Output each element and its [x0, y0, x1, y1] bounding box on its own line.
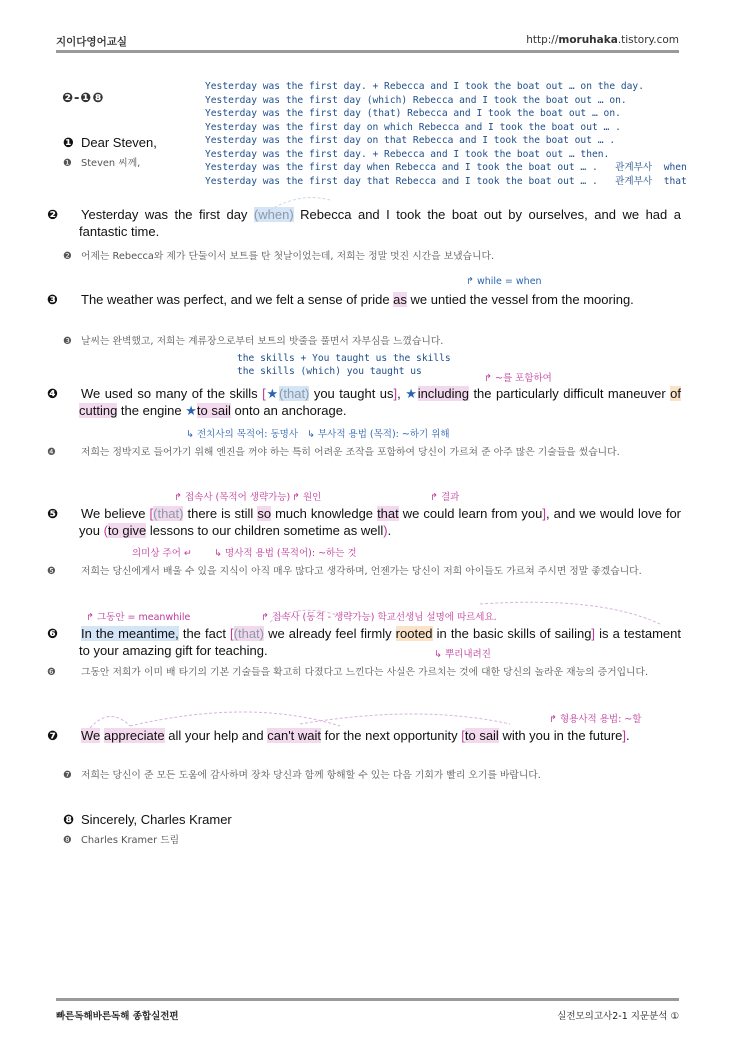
phrase-cant-wait: can't wait: [267, 728, 322, 743]
note-line: Yesterday was the first day. + Rebecca and I took the boat out … then.: [205, 148, 610, 160]
annotation-text: 원인: [302, 492, 322, 503]
sentence-text: Dear Steven,: [81, 135, 157, 150]
star-icon: ★: [265, 386, 280, 401]
url-bold: moruhaka: [558, 34, 618, 46]
word-including: including: [417, 386, 470, 401]
text: the fact: [178, 626, 231, 641]
sentence-number: ❽: [63, 812, 75, 827]
text: ,: [397, 386, 406, 401]
text: , and we would love for you: [79, 506, 682, 538]
star-icon: ★: [185, 403, 197, 418]
annotation-text: ~를 포함하여: [494, 373, 552, 384]
bracket: (: [103, 523, 108, 538]
annotation-text: 전치사의 목적어: 동명사: [196, 429, 298, 440]
sentence-6-en: [47, 625, 681, 659]
annotation-appositive: ↱ 접속사 (동격 - 생략가능) 학교선생님 설명에 따르세요.: [261, 612, 497, 623]
text: onto an anchorage.: [230, 403, 347, 418]
text: The weather was perfect, and we felt a sense of pride: [81, 292, 394, 307]
word-cutting: cutting: [79, 403, 118, 418]
text: We believe: [81, 506, 150, 521]
word-so: so: [257, 506, 272, 521]
sentence-number: ❺: [47, 566, 56, 577]
arrow-path: [270, 198, 330, 210]
text: Yesterday was the first day: [81, 207, 254, 222]
bracket: [: [149, 506, 154, 521]
note-line: Yesterday was the first day. + Rebecca and I took the boat out … on the day.: [205, 81, 644, 92]
text: much knowledge: [271, 506, 378, 521]
omitted-that: (that): [279, 386, 310, 401]
text: lessons to our children sometime as well: [146, 523, 384, 538]
translation-text: 어제는 Rebecca와 제가 단둘이서 보트를 탄 첫날이었는데, 저희는 정말 멋진 시간을 보냈습니다.: [81, 251, 495, 262]
text: we untied the vessel from the mooring.: [406, 292, 634, 307]
omitted-when: (when): [253, 207, 294, 222]
text: .: [387, 523, 392, 538]
note-tag: 관계부사 that: [615, 175, 687, 187]
bracket: [: [230, 626, 234, 641]
arrow-path: [300, 714, 510, 724]
translation-text: Charles Kramer 드림: [81, 835, 180, 846]
word-of: of: [670, 386, 681, 401]
sentence-number: ❻: [47, 667, 56, 678]
text: the particularly difficult maneuver: [469, 386, 671, 401]
annotation-meanwhile: ↱ 그동안 = meanwhile: [86, 612, 191, 623]
sentence-text: Sincerely, Charles Kramer: [81, 812, 232, 827]
translation-text: 저희는 당신에게서 배울 수 있을 지식이 아직 매우 많다고 생각하며, 언젠가는 당신이 저희 아이들도 가르쳐 주시면 정말 좋겠습니다.: [81, 566, 642, 577]
star-icon: ★: [405, 386, 418, 401]
sentence-number: ❽: [63, 835, 72, 846]
text: .: [626, 728, 630, 743]
sentence-number: ❶: [63, 135, 75, 150]
annotation-text: 결과: [440, 492, 460, 503]
sentence-number: ❷: [63, 251, 72, 262]
arrow-path: [480, 602, 660, 624]
word-appreciate: appreciate: [103, 728, 165, 743]
sentence-number: ❹: [47, 386, 59, 401]
url-prefix: http://: [526, 34, 559, 46]
header-title: 지이다영어교실: [56, 36, 128, 48]
word-to-give: to give: [107, 523, 147, 538]
sentence-7-en: [47, 727, 681, 744]
note-text: Yesterday was the first day when Rebecca and I took the boat out … .: [205, 162, 598, 173]
omitted-that: (that): [153, 506, 184, 521]
text: all your help and: [164, 728, 268, 743]
phrase-in-the-meantime: In the meantime,: [81, 626, 179, 641]
sentence-number: ❼: [47, 728, 59, 743]
word-that: that: [377, 506, 399, 521]
text: in the basic skills of sailing: [432, 626, 592, 641]
note-text: Yesterday was the first day that Rebecca and I took the boat out … .: [205, 175, 598, 187]
sentence-number: ❻: [47, 626, 59, 641]
sentence-6-ko: [47, 664, 681, 681]
text: with you in the future: [498, 728, 623, 743]
word-rooted: rooted: [395, 626, 433, 641]
sentence-number: ❺: [47, 506, 59, 521]
sentence-8-ko: [63, 832, 179, 846]
sentence-number: ❶: [63, 158, 72, 169]
annotation-noun-use: ↳ 명사적 용법 (목적어): ~하는 것: [214, 548, 357, 559]
footer-title: 빠른독해바른독해 종합실전편: [56, 1011, 179, 1022]
word-to-sail: to sail: [464, 728, 499, 743]
word-we: We: [81, 728, 101, 743]
text: you taught us: [309, 386, 394, 401]
bracket: ]: [622, 728, 627, 743]
bracket: ]: [393, 386, 398, 401]
annotation-conj: ↱ 접속사 (목적어 생략가능): [174, 492, 291, 503]
question-number: ❷-❶❽: [62, 91, 105, 106]
sentence-number: ❼: [63, 770, 72, 781]
annotation-cause: ↱ 원인: [292, 492, 322, 503]
annotation-adverbial: ↳ 부사적 용법 (목적): ~하기 위해: [307, 429, 450, 440]
annotation-text: 의미상 주어: [132, 548, 181, 559]
sentence-number: ❸: [47, 292, 59, 307]
text: there is still: [183, 506, 258, 521]
translation-text: 저희는 당신이 준 모든 도움에 감사하며 장차 당신과 함께 항해할 수 있는 다음 기회가 빨리 오기를 바랍니다.: [81, 770, 541, 781]
arrow-path: [270, 610, 340, 622]
text: we could learn from you: [398, 506, 543, 521]
annotation-result: ↱ 결과: [430, 492, 460, 503]
bottom-divider: [56, 998, 679, 1001]
bracket: [: [461, 728, 465, 743]
translation-text: 날씨는 완벽했고, 저희는 계류장으로부터 보트의 밧줄을 풀면서 자부심을 느꼈습니다.: [81, 336, 444, 347]
sentence-number: ❷: [47, 207, 59, 222]
arrow-path: [130, 712, 340, 726]
note-line: the skills (which) you taught us: [237, 366, 422, 377]
translation-text: 저희는 정박지로 들어가기 위해 엔진을 꺼야 하는 특히 어려운 조작을 포함하여 당신이 가르쳐 준 아주 많은 기술들을 썼습니다.: [81, 447, 620, 458]
sentence-7-ko: [63, 767, 541, 781]
note-tag: 관계부사 when: [615, 162, 687, 173]
footer-page-label: 실전모의고사2-1 지문분석 ①: [557, 1011, 679, 1022]
omitted-that: (that): [233, 626, 264, 641]
conjunction-as: as: [393, 292, 407, 307]
note-line: Yesterday was the first day on that Rebecca and I took the boat out … .: [205, 135, 616, 146]
translation-text: Steven 씨께,: [81, 158, 141, 169]
bracket: ]: [542, 506, 547, 521]
sentence-8-en: [63, 812, 232, 828]
translation-text: 그동안 저희가 이미 배 타기의 기본 기술들을 확고히 다졌다고 느낀다는 사실은 가르치는 것에 대한 당신의 놀라운 재능의 증거입니다.: [81, 667, 649, 678]
text: the engine: [117, 403, 186, 418]
annotation-text: 접속사 (동격 - 생략가능) 학교선생님 설명에 따르세요.: [271, 612, 497, 623]
annotation-text: 뿌리내려진: [444, 649, 491, 660]
annotation-rooted: ↳ 뿌리내려진: [434, 649, 491, 660]
annotation-subject: 의미상 주어 ↵: [132, 548, 192, 559]
annotation-text: 명사적 용법 (목적어): ~하는 것: [224, 548, 357, 559]
note-line: Yesterday was the first day on which Rebecca and I took the boat out … .: [205, 121, 621, 133]
text: is a testament to your amazing gift for teaching.: [79, 626, 681, 658]
text: we already feel firmly: [264, 626, 396, 641]
annotation-adjective: ↱ 형용사적 용법: ~할: [549, 714, 642, 725]
text: Rebecca and I took the boat out by ourselves, and we had a fantastic time.: [79, 207, 681, 239]
sentence-number: ❸: [63, 336, 72, 347]
annotation-text: while = when: [476, 276, 542, 287]
annotation-text: 접속사 (목적어 생략가능): [184, 492, 291, 503]
note-line: Yesterday was the first day (that) Rebecca and I took the boat out … on.: [205, 108, 621, 119]
annotation-while: ↱ while = when: [466, 276, 542, 287]
text: for the next opportunity: [321, 728, 462, 743]
word-to-sail: to sail: [196, 403, 231, 418]
note-line: the skills + You taught us the skills: [237, 353, 451, 364]
bracket: ]: [591, 626, 596, 641]
text: We used so many of the skills: [81, 386, 263, 401]
annotation-gerund: ↳ 전치사의 목적어: 동명사: [186, 429, 298, 440]
annotation-including: ↱ ~를 포함하여: [484, 373, 552, 384]
bracket: ): [383, 523, 388, 538]
annotation-text: 형용사적 용법: ~할: [559, 714, 642, 725]
annotation-text: 그동안 = meanwhile: [96, 612, 191, 623]
url-suffix: .tistory.com: [617, 34, 679, 46]
note-line: Yesterday was the first day (which) Rebecca and I took the boat out … on.: [205, 94, 627, 106]
bracket: [: [262, 386, 266, 401]
sentence-number: ❹: [47, 447, 56, 458]
annotation-text: 부사적 용법 (목적): ~하기 위해: [317, 429, 450, 440]
